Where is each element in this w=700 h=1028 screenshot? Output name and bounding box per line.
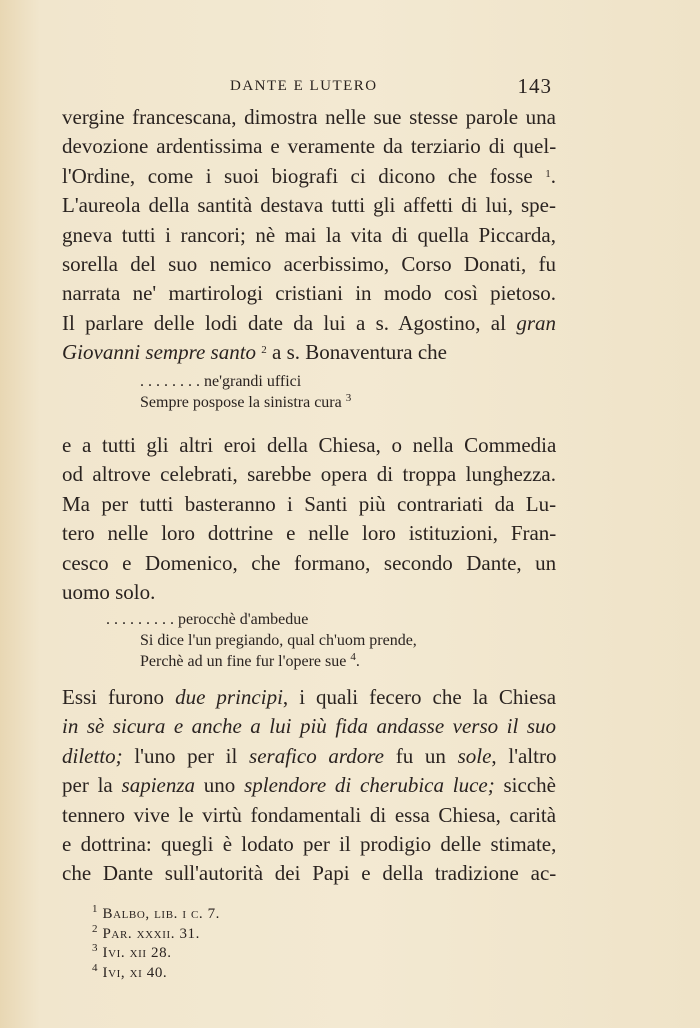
text-fragment: , i quali fecero che la Chiesa: [282, 685, 557, 709]
italic-text: Giovanni sempre santo: [62, 340, 257, 365]
text-fragment: fu un: [384, 743, 458, 768]
body-text: [62, 103, 556, 368]
text-fragment: , l'altro: [491, 743, 557, 768]
footnote-ref: 4: [350, 651, 356, 663]
text-line: [62, 712, 556, 741]
footnote: [92, 961, 220, 984]
footnote: [92, 944, 220, 964]
italic-text: in sè sicura e anche a lui più fida andasse verso il suo: [62, 714, 556, 739]
page-header: [62, 74, 552, 100]
verse-line: . . . . . . . . ne'grandi uffici: [140, 373, 302, 390]
italic-text: diletto;: [62, 743, 123, 768]
italic-text: sapienza: [121, 773, 196, 798]
text-line: Ma per tutti basteranno i Santi più contrariati da Lu-: [62, 491, 557, 516]
text-line: sorella del suo nemico acerbissimo, Corso Donati, fu: [62, 251, 556, 276]
footnote-ref: 3: [345, 392, 352, 404]
text-fragment: per la: [62, 773, 122, 798]
text-line: e a tutti gli altri eroi della Chiesa, o nella Commedia: [62, 433, 557, 457]
italic-text: due principi: [175, 685, 283, 709]
text-fragment: Essi furono: [62, 685, 176, 709]
punctuation: .: [550, 163, 556, 188]
text-line: [62, 338, 556, 367]
text-fragment: l'Ordine, come i suoi biografi ci dicono che fosse: [62, 163, 546, 188]
text-line: e dottrina: quegli è lodato per il prodigio delle stimate,: [62, 831, 557, 856]
body-text-2: [62, 431, 556, 607]
verse-text: Perchè ad un fine fur l'opere sue: [140, 653, 351, 670]
text-line: [62, 771, 556, 800]
running-title: DANTE E LUTERO: [230, 78, 378, 94]
text-line: gneva tutti i rancori; nè mai la vita di quella Piccarda,: [62, 222, 556, 247]
text-fragment: Il parlare delle lodi date da lui a s. Agostino, al: [62, 310, 517, 335]
text-line: che Dante sull'autorità dei Papi e della tradizione ac-: [62, 861, 557, 886]
italic-text: splendore di cherubica luce;: [244, 773, 495, 798]
footnote: [92, 905, 220, 925]
text-line: vergine francescana, dimostra nelle sue stesse parole una: [62, 105, 556, 129]
verse-line: [106, 651, 417, 672]
text-fragment: sicchè: [494, 773, 556, 798]
text-fragment: uno: [195, 773, 245, 798]
text-line: [62, 683, 556, 712]
footnote-text: Ivi, xi 40.: [102, 964, 168, 981]
footnote-mark: 4: [92, 961, 99, 974]
text-line: L'aureola della santità destava tutti gli affetti di lui, spe-: [62, 193, 556, 218]
footnote-text: Balbo, lib. i c. 7.: [102, 906, 221, 922]
footnote-mark: 1: [92, 903, 99, 915]
verse-line: . . . . . . . . . perocchè d'ambedue: [106, 611, 309, 628]
text-line: devozione ardentissima e veramente da terziario di quel-: [62, 134, 557, 159]
text-fragment: l'uno per il: [122, 743, 250, 768]
footnote-ref: 2: [261, 344, 267, 357]
footnote: [92, 922, 220, 945]
verse-line: Si dice l'un pregiando, qual ch'uom prende,: [140, 632, 417, 649]
footnotes: [92, 905, 220, 983]
footnote-ref: 1: [545, 167, 551, 180]
italic-text: serafico ardore: [249, 743, 385, 768]
text-line: od altrove celebrati, sarebbe opera di troppa lunghezza.: [62, 462, 556, 487]
text-line: [62, 309, 556, 338]
verse-line: [140, 392, 351, 413]
footnote-text: Par. xxxii. 31.: [102, 925, 200, 942]
body-text-3: [62, 683, 556, 889]
italic-text: gran: [516, 310, 556, 335]
text-line: narrata ne' martirologi cristiani in modo così pietoso.: [62, 281, 556, 306]
text-line: uomo solo.: [62, 579, 156, 604]
text-line: tennero vive le virtù fondamentali di essa Chiesa, carità: [62, 802, 557, 827]
text-line: [62, 742, 556, 771]
punctuation: .: [355, 653, 360, 670]
page-number: 143: [517, 74, 552, 98]
italic-text: sole: [457, 743, 492, 768]
text-line: tero nelle loro dottrine e nelle loro istituzioni, Fran-: [62, 521, 557, 546]
text-line: [62, 162, 556, 191]
verse-text: Sempre pospose la sinistra cura: [140, 394, 346, 411]
verse-quote-2: [106, 609, 417, 672]
footnote-mark: 3: [92, 942, 99, 954]
text-fragment: a s. Bonaventura che: [272, 340, 447, 365]
text-line: cesco e Domenico, che formano, secondo Dante, un: [62, 550, 557, 575]
footnote-mark: 2: [92, 922, 99, 935]
verse-quote-1: [140, 371, 351, 413]
footnote-text: Ivi. xii 28.: [102, 945, 172, 961]
